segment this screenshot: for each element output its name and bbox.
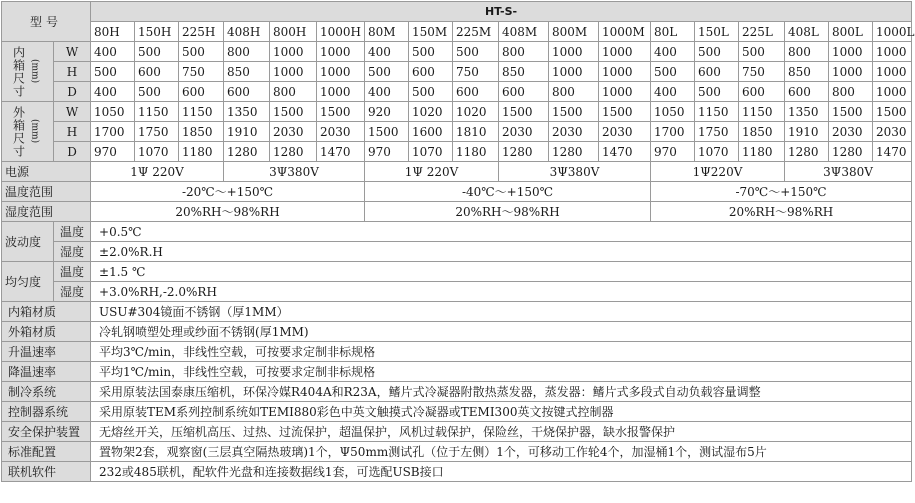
dimension-value: 800 xyxy=(549,82,599,102)
model-name: 1000H xyxy=(317,22,365,42)
dimension-value: 1500 xyxy=(270,102,317,122)
outer-row xyxy=(2,122,912,142)
dimension-value: 1280 xyxy=(829,142,873,162)
dimension-value: 1180 xyxy=(453,142,499,162)
dimension-value: 750 xyxy=(179,62,224,82)
dimension-value: 1180 xyxy=(739,142,785,162)
dimension-value: 1000 xyxy=(873,62,912,82)
spec-row xyxy=(2,342,912,362)
dimension-value: 1000 xyxy=(829,62,873,82)
header-row xyxy=(2,2,912,22)
dimension-value: 1280 xyxy=(224,142,270,162)
dimension-value: 600 xyxy=(695,62,739,82)
power-value: 1Ψ 220V xyxy=(91,162,224,182)
model-name: 1000L xyxy=(873,22,912,42)
dimension-value: 1000 xyxy=(599,82,651,102)
dimension-value: 400 xyxy=(651,42,695,62)
outer-unit: (mm) xyxy=(29,119,40,144)
spec-value: 232或485联机，配软件光盘和连接数据线1套，可选配USB接口 xyxy=(91,462,912,482)
dimension-value: 800 xyxy=(829,82,873,102)
dimension-value: 1000 xyxy=(270,62,317,82)
dimension-value: 1910 xyxy=(785,122,829,142)
dimension-value: 2030 xyxy=(499,122,549,142)
inner-row xyxy=(2,62,912,82)
dimension-value: 1000 xyxy=(829,42,873,62)
dimension-value: 800 xyxy=(499,42,549,62)
spec-value: 采用原装法国泰康压缩机，环保冷媒R404A和R23A，鳍片式冷凝器附散热蒸发器，蒸发器：鳍片式多段式自动负载容量调整 xyxy=(91,382,912,402)
dimension-value: 2030 xyxy=(549,122,599,142)
dimension-value: 1810 xyxy=(453,122,499,142)
dimension-value: 1000 xyxy=(317,42,365,62)
fluctuation-label: 波动度 xyxy=(2,222,54,262)
dimension-label: H xyxy=(54,122,91,142)
spec-label: 内箱材质 xyxy=(2,302,91,322)
dimension-value: 800 xyxy=(270,82,317,102)
dimension-value: 1000 xyxy=(317,62,365,82)
spec-value: 置物架2套，观察窗(三层真空隔热玻璃)1个，Ψ50mm测试孔（位于左侧）1个，可移动工作轮4个，加湿桶1个，测试湿布5片 xyxy=(91,442,912,462)
dimension-value: 1020 xyxy=(453,102,499,122)
dimension-value: 1150 xyxy=(135,102,179,122)
dimension-value: 1150 xyxy=(179,102,224,122)
temp-range-row xyxy=(2,182,912,202)
dimension-value: 1600 xyxy=(409,122,453,142)
dimension-value: 1000 xyxy=(599,42,651,62)
dimension-value: 600 xyxy=(135,62,179,82)
spec-row xyxy=(2,462,912,482)
spec-label: 外箱材质 xyxy=(2,322,91,342)
dimension-value: 600 xyxy=(453,82,499,102)
dimension-value: 970 xyxy=(651,142,695,162)
spec-label: 安全保护装置 xyxy=(2,422,91,442)
outer-label-text: 外箱尺寸 xyxy=(11,105,26,158)
dimension-value: 1070 xyxy=(409,142,453,162)
power-value: 3Ψ380V xyxy=(224,162,365,182)
dimension-value: 1000 xyxy=(549,42,599,62)
uniformity-value: ±1.5 ℃ xyxy=(91,262,912,282)
fluctuation-row xyxy=(2,242,912,262)
dimension-value: 1500 xyxy=(317,102,365,122)
dimension-value: 400 xyxy=(651,82,695,102)
dimension-value: 1000 xyxy=(873,42,912,62)
dimension-value: 1050 xyxy=(651,102,695,122)
dimension-value: 600 xyxy=(409,62,453,82)
temp-range-value: -40℃～+150℃ xyxy=(365,182,651,202)
power-value: 1Ψ220V xyxy=(651,162,785,182)
dimension-value: 1750 xyxy=(695,122,739,142)
dimension-label: D xyxy=(54,142,91,162)
model-name: 225L xyxy=(739,22,785,42)
dimension-value: 500 xyxy=(695,82,739,102)
dimension-label: H xyxy=(54,62,91,82)
uniformity-value: +3.0%RH,-2.0%RH xyxy=(91,282,912,302)
dimension-value: 2030 xyxy=(270,122,317,142)
model-label: 型号 xyxy=(2,2,91,42)
dimension-value: 1470 xyxy=(317,142,365,162)
dimension-value: 1000 xyxy=(270,42,317,62)
dimension-value: 500 xyxy=(409,42,453,62)
spec-value: 冷轧钢喷塑处理或纱面不锈钢(厚1MM) xyxy=(91,322,912,342)
dimension-value: 500 xyxy=(409,82,453,102)
dimension-value: 1000 xyxy=(599,62,651,82)
inner-row xyxy=(2,42,912,62)
model-name: 80L xyxy=(651,22,695,42)
model-name: 408M xyxy=(499,22,549,42)
uniformity-sub-label: 湿度 xyxy=(54,282,91,302)
dimension-value: 400 xyxy=(365,82,409,102)
power-value: 3Ψ380V xyxy=(785,162,912,182)
dimension-label: W xyxy=(54,42,91,62)
dimension-value: 1500 xyxy=(499,102,549,122)
outer-row xyxy=(2,142,912,162)
dimension-value: 1500 xyxy=(549,102,599,122)
power-row xyxy=(2,162,912,182)
spec-label: 控制器系统 xyxy=(2,402,91,422)
model-name: 150M xyxy=(409,22,453,42)
dimension-value: 1180 xyxy=(179,142,224,162)
dimension-value: 600 xyxy=(224,82,270,102)
power-label: 电源 xyxy=(2,162,91,182)
dimension-value: 2030 xyxy=(599,122,651,142)
dimension-value: 500 xyxy=(739,42,785,62)
outer-row xyxy=(2,102,912,122)
spec-row xyxy=(2,422,912,442)
dimension-value: 500 xyxy=(453,42,499,62)
dimension-value: 1050 xyxy=(91,102,135,122)
model-name: 80H xyxy=(91,22,135,42)
dimension-value: 500 xyxy=(365,62,409,82)
spec-value: 无熔丝开关，压缩机高压、过热、过流保护，超温保护，风机过载保护，保险丝，干烧保护器，缺水报警保护 xyxy=(91,422,912,442)
inner-label-text: 内箱尺寸 xyxy=(11,45,26,98)
dimension-value: 1350 xyxy=(785,102,829,122)
dimension-value: 1000 xyxy=(317,82,365,102)
spec-row xyxy=(2,442,912,462)
dimension-value: 1070 xyxy=(695,142,739,162)
dimension-value: 1280 xyxy=(549,142,599,162)
dimension-value: 1470 xyxy=(873,142,912,162)
dimension-label: W xyxy=(54,102,91,122)
spec-label: 升温速率 xyxy=(2,342,91,362)
dimension-value: 500 xyxy=(135,42,179,62)
dimension-value: 1070 xyxy=(135,142,179,162)
uniformity-sub-label: 温度 xyxy=(54,262,91,282)
dimension-value: 1700 xyxy=(91,122,135,142)
model-name: 800H xyxy=(270,22,317,42)
inner-unit: (mm) xyxy=(29,59,40,84)
model-name: 408H xyxy=(224,22,270,42)
dimension-value: 970 xyxy=(91,142,135,162)
spec-value: 平均3℃/min，非线性空载，可按要求定制非标规格 xyxy=(91,342,912,362)
dimension-value: 1700 xyxy=(651,122,695,142)
dimension-value: 2030 xyxy=(829,122,873,142)
dimension-value: 600 xyxy=(739,82,785,102)
series-title: HT-S- xyxy=(91,2,912,22)
model-name: 150H xyxy=(135,22,179,42)
dimension-value: 850 xyxy=(499,62,549,82)
dimension-value: 1910 xyxy=(224,122,270,142)
dimension-value: 1000 xyxy=(873,82,912,102)
temp-range-label: 温度范围 xyxy=(2,182,91,202)
model-name: 1000M xyxy=(599,22,651,42)
dimension-value: 1750 xyxy=(135,122,179,142)
fluctuation-value: ±2.0%R.H xyxy=(91,242,912,262)
dimension-value: 400 xyxy=(91,82,135,102)
dimension-value: 500 xyxy=(695,42,739,62)
dimension-value: 500 xyxy=(135,82,179,102)
fluctuation-sub-label: 温度 xyxy=(54,222,91,242)
spec-table xyxy=(1,1,915,482)
dimension-value: 600 xyxy=(499,82,549,102)
inner-row xyxy=(2,82,912,102)
inner-size-label xyxy=(2,42,54,102)
spec-row xyxy=(2,362,912,382)
fluctuation-sub-label: 湿度 xyxy=(54,242,91,262)
model-name: 800M xyxy=(549,22,599,42)
spec-value: USU#304镜面不锈钢（厚1MM） xyxy=(91,302,912,322)
temp-range-value: -70℃～+150℃ xyxy=(651,182,912,202)
dimension-value: 1500 xyxy=(599,102,651,122)
dimension-value: 970 xyxy=(365,142,409,162)
spec-row xyxy=(2,322,912,342)
dimension-value: 920 xyxy=(365,102,409,122)
dimension-value: 750 xyxy=(739,62,785,82)
fluctuation-value: +0.5℃ xyxy=(91,222,912,242)
dimension-value: 850 xyxy=(224,62,270,82)
dimension-value: 400 xyxy=(365,42,409,62)
humidity-range-row xyxy=(2,202,912,222)
humidity-range-value: 20%RH～98%RH xyxy=(365,202,651,222)
outer-size-label xyxy=(2,102,54,162)
spec-row xyxy=(2,402,912,422)
model-name: 800L xyxy=(829,22,873,42)
inner-label-wrap xyxy=(2,43,53,100)
temp-range-value: -20℃～+150℃ xyxy=(91,182,365,202)
power-value: 3Ψ380V xyxy=(499,162,651,182)
dimension-value: 800 xyxy=(785,42,829,62)
model-name: 150L xyxy=(695,22,739,42)
spec-label: 标准配置 xyxy=(2,442,91,462)
spec-label: 联机软件 xyxy=(2,462,91,482)
dimension-value: 600 xyxy=(179,82,224,102)
dimension-value: 1850 xyxy=(739,122,785,142)
humidity-range-value: 20%RH～98%RH xyxy=(91,202,365,222)
dimension-value: 1470 xyxy=(599,142,651,162)
uniformity-label: 均匀度 xyxy=(2,262,54,302)
dimension-value: 500 xyxy=(91,62,135,82)
model-name: 225H xyxy=(179,22,224,42)
dimension-value: 1280 xyxy=(270,142,317,162)
dimension-value: 800 xyxy=(224,42,270,62)
outer-label-wrap xyxy=(2,103,53,160)
dimension-value: 500 xyxy=(179,42,224,62)
spec-label: 降温速率 xyxy=(2,362,91,382)
spec-row xyxy=(2,382,912,402)
power-value: 1Ψ 220V xyxy=(365,162,499,182)
dimension-value: 400 xyxy=(91,42,135,62)
humidity-range-value: 20%RH～98%RH xyxy=(651,202,912,222)
dimension-value: 1280 xyxy=(499,142,549,162)
spec-row xyxy=(2,302,912,322)
dimension-value: 1350 xyxy=(224,102,270,122)
dimension-label: D xyxy=(54,82,91,102)
spec-value: 采用原装TEM系列控制系统如TEMI880彩色中英文触摸式冷凝器或TEMI300英文按键式控制器 xyxy=(91,402,912,422)
dimension-value: 1500 xyxy=(873,102,912,122)
dimension-value: 750 xyxy=(453,62,499,82)
dimension-value: 1500 xyxy=(365,122,409,142)
dimension-value: 1150 xyxy=(739,102,785,122)
dimension-value: 1000 xyxy=(549,62,599,82)
dimension-value: 1850 xyxy=(179,122,224,142)
dimension-value: 2030 xyxy=(873,122,912,142)
dimension-value: 1020 xyxy=(409,102,453,122)
dimension-value: 500 xyxy=(651,62,695,82)
dimension-value: 1150 xyxy=(695,102,739,122)
spec-label: 制冷系统 xyxy=(2,382,91,402)
humidity-range-label: 湿度范围 xyxy=(2,202,91,222)
fluctuation-row xyxy=(2,222,912,242)
dimension-value: 1280 xyxy=(785,142,829,162)
uniformity-row xyxy=(2,282,912,302)
dimension-value: 600 xyxy=(785,82,829,102)
model-name: 408L xyxy=(785,22,829,42)
models-row xyxy=(2,22,912,42)
model-name: 80M xyxy=(365,22,409,42)
model-name: 225M xyxy=(453,22,499,42)
dimension-value: 1500 xyxy=(829,102,873,122)
uniformity-row xyxy=(2,262,912,282)
dimension-value: 850 xyxy=(785,62,829,82)
dimension-value: 2030 xyxy=(317,122,365,142)
spec-value: 平均1℃/min，非线性空载，可按要求定制非标规格 xyxy=(91,362,912,382)
